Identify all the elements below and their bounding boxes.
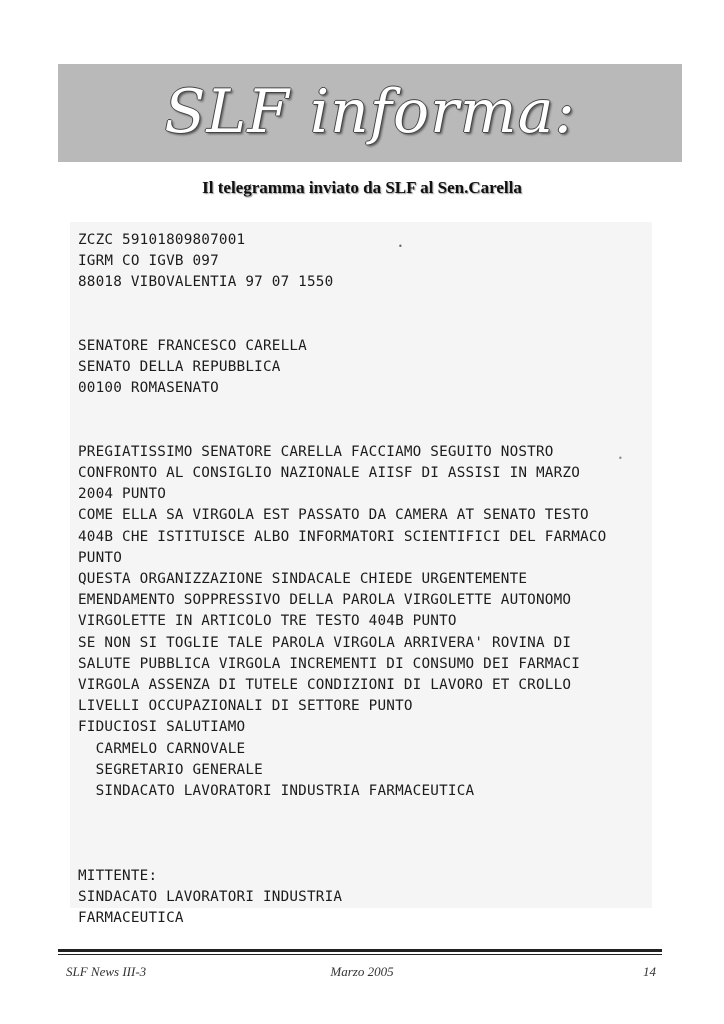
telegram-line — [78, 823, 652, 844]
telegram-line — [78, 421, 652, 442]
telegram-line: 404B CHE ISTITUISCE ALBO INFORMATORI SCIENTIFICI DEL FARMACO — [78, 528, 607, 545]
telegram-text — [78, 230, 652, 929]
telegram-line: MITTENTE: — [78, 867, 158, 884]
telegram-line: IGRM CO IGVB 097 — [78, 253, 219, 270]
telegram-line — [78, 315, 652, 336]
telegram-line: SINDACATO LAVORATORI INDUSTRIA — [78, 888, 343, 905]
telegram-line: SENATORE FRANCESCO CARELLA — [78, 337, 307, 354]
telegram-line: CARMELO CARNOVALE — [78, 740, 246, 757]
telegram-line: SINDACATO LAVORATORI INDUSTRIA FARMACEUTICA — [78, 782, 475, 799]
telegram-line: SE NON SI TOGLIE TALE PAROLA VIRGOLA ARRIVERA' ROVINA DI — [78, 634, 572, 651]
telegram-line: LIVELLI OCCUPAZIONALI DI SETTORE PUNTO — [78, 698, 413, 715]
telegram-line: ZCZC 59101809807001 — [78, 232, 246, 248]
telegram-line: QUESTA ORGANIZZAZIONE SINDACALE CHIEDE URGENTEMENTE — [78, 571, 528, 587]
footer-rule — [58, 949, 662, 952]
footer-rule-thin — [58, 954, 662, 955]
telegram-line — [78, 400, 652, 421]
telegram-line: SENATO DELLA REPUBBLICA — [78, 359, 281, 376]
telegram-line: PUNTO — [78, 549, 123, 566]
telegram-line: VIRGOLA ASSENZA DI TUTELE CONDIZIONI DI LAVORO ET CROLLO — [78, 676, 572, 693]
telegram-line: FARMACEUTICA — [78, 910, 184, 926]
telegram-line — [78, 294, 652, 315]
telegram-line: 2004 PUNTO — [78, 486, 167, 503]
document-subtitle: Il telegramma inviato da SLF al Sen.Carella — [202, 178, 522, 197]
telegram-line: FIDUCIOSI SALUTIAMO — [78, 719, 246, 736]
telegram-line: SALUTE PUBBLICA VIRGOLA INCREMENTI DI CONSUMO DEI FARMACI — [78, 655, 581, 672]
speck-mark: • — [618, 454, 623, 463]
page-title: SLF informa: — [164, 77, 576, 147]
telegram-line: VIRGOLETTE IN ARTICOLO TRE TESTO 404B PUNTO — [78, 613, 457, 630]
telegram-line — [78, 844, 652, 865]
telegram-line: 00100 ROMASENATO — [78, 380, 219, 397]
telegram-line: CONFRONTO AL CONSIGLIO NAZIONALE AIISF DI ASSISI IN MARZO — [78, 465, 581, 482]
title-banner — [58, 64, 682, 162]
footer-date: Marzo 2005 — [330, 964, 394, 979]
telegram-image — [70, 222, 652, 926]
page-number: 14 — [643, 964, 656, 979]
telegram-line: PREGIATISSIMO SENATORE CARELLA FACCIAMO SEGUITO NOSTRO — [78, 443, 554, 460]
telegram-line: 88018 VIBOVALENTIA 97 07 1550 — [78, 274, 334, 291]
telegram-line: COME ELLA SA VIRGOLA EST PASSATO DA CAMERA AT SENATO TESTO — [78, 507, 589, 524]
telegram-line — [78, 802, 652, 823]
telegram-line: EMENDAMENTO SOPPRESSIVO DELLA PAROLA VIRGOLETTE AUTONOMO — [78, 592, 572, 609]
telegram-line: SEGRETARIO GENERALE — [78, 761, 263, 778]
footer-publication: SLF News III-3 — [66, 964, 147, 979]
speck-mark: • — [398, 242, 403, 251]
